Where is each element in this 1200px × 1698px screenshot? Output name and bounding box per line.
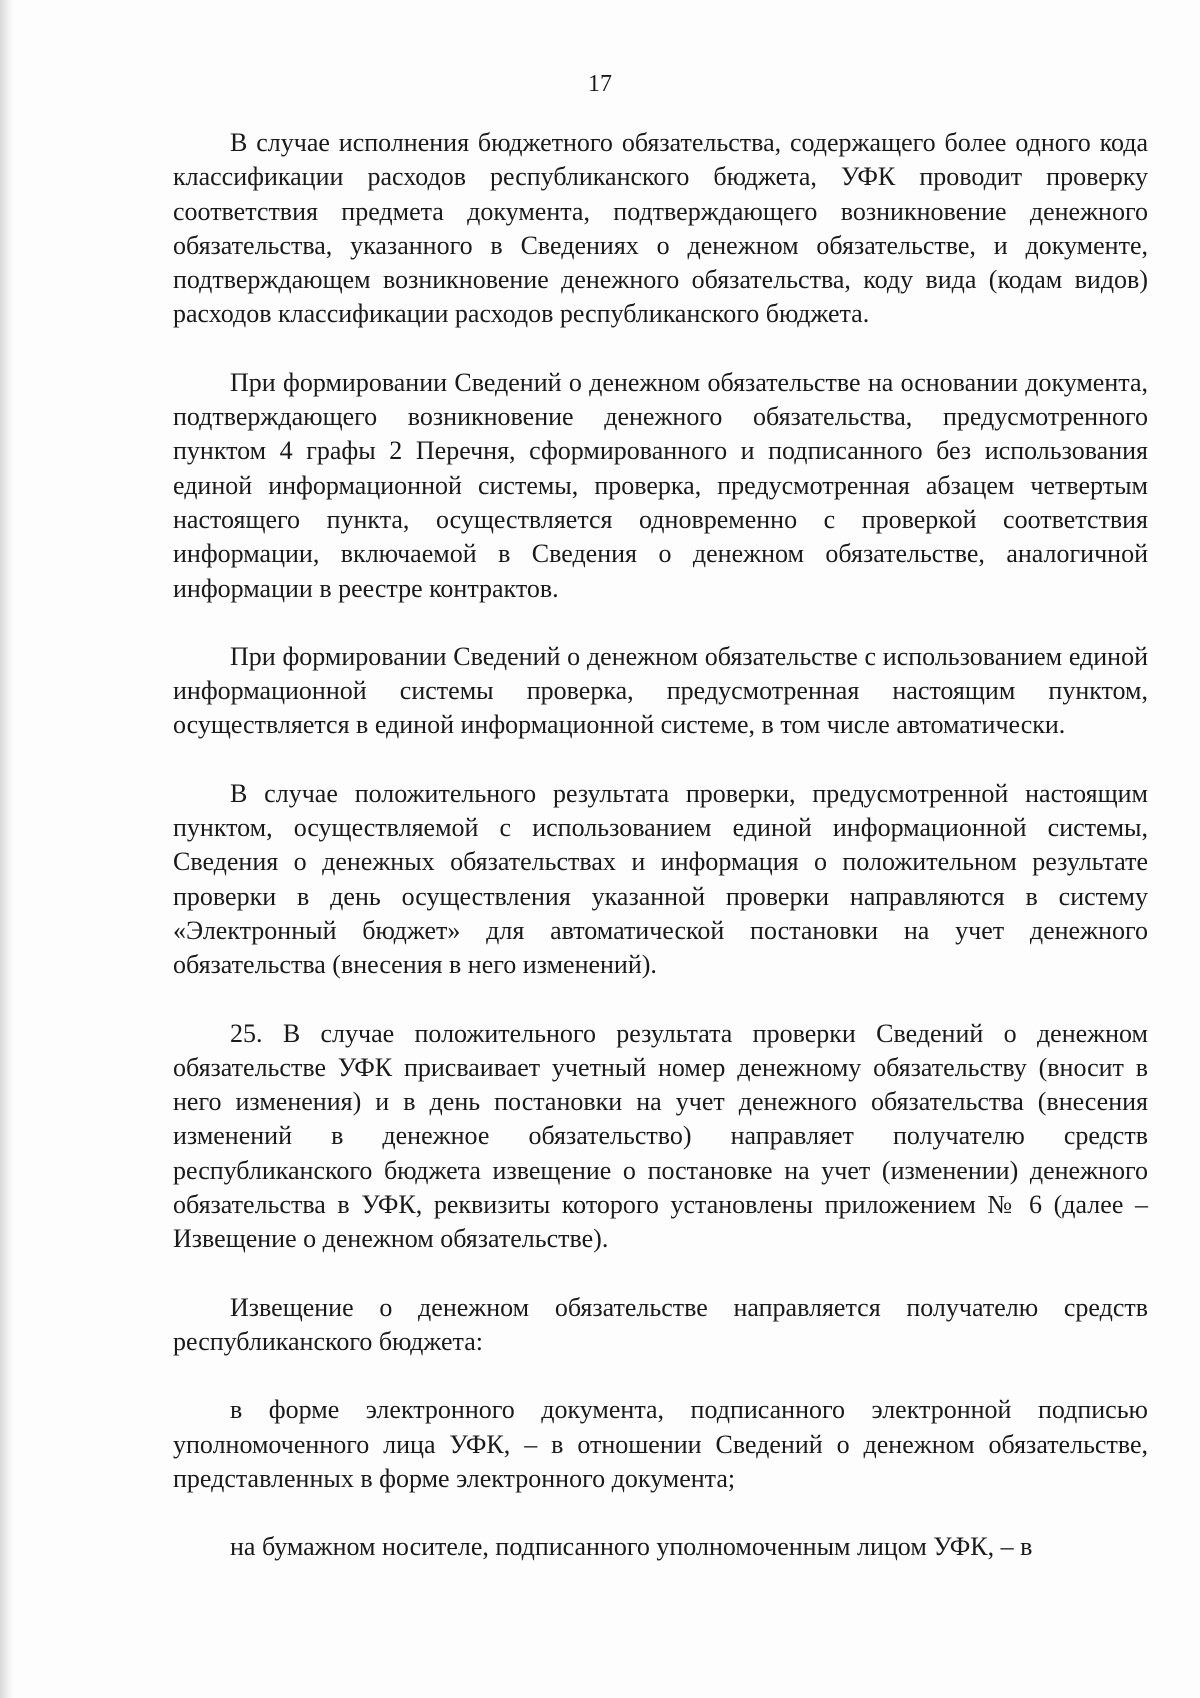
paragraph-1: В случае исполнения бюджетного обязательства, содержащего более одного кода классификации расходов республиканского бюджета, УФК проводит проверку соответствия предмета документа, подтверждающего возникновение денежного обязательства, указанного в Сведениях о денежном обязательстве, и документе, подтверждающем возникновение денежного обязательства, коду вида (кодам видов) расходов классификации расходов республиканского бюджета. bbox=[173, 128, 1148, 329]
paragraph-8: на бумажном носителе, подписанного уполномоченным лицом УФК, – в bbox=[230, 1532, 1033, 1562]
scan-edge-shadow bbox=[0, 0, 14, 1698]
page-number: 17 bbox=[588, 71, 612, 97]
paragraph-2: При формировании Сведений о денежном обязательстве на основании документа, подтверждающего возникновение денежного обязательства, предусмотренного пунктом 4 графы 2 Перечня, сформированного и подписанного без использования единой информационной системы, проверка, предусмотренная абзацем четвертым настоящего пункта, осуществляется одновременно с проверкой соответствия информации, включаемой в Сведения о денежном обязательстве, аналогичной информации в реестре контрактов. bbox=[173, 367, 1148, 603]
paragraph-6: Извещение о денежном обязательстве направляется получателю средств республиканского бюджета: bbox=[173, 1292, 1148, 1356]
paragraph-4: В случае положительного результата проверки, предусмотренной настоящим пунктом, осуществляемой с использованием единой информационной системы, Сведения о денежных обязательствах и информация о положительном результате проверки в день осуществления указанной проверки направляются в систему «Электронный бюджет» для автоматической постановки на учет денежного обязательства (внесения в него изменений). bbox=[173, 778, 1148, 980]
paragraph-3: При формировании Сведений о денежном обязательстве с использованием единой информационной системы проверка, предусмотренная настоящим пунктом, осуществляется в единой информационной системе, в том числе автоматически. bbox=[173, 641, 1148, 740]
paragraph-5-item-25: 25. В случае положительного результата проверки Сведений о денежном обязательстве УФК присваивает учетный номер денежному обязательству (вносит в него изменения) и в день постановки на учет денежного обязательства (внесения изменений в денежное обязательство) направляет получателю средств республиканского бюджета извещение о постановке на учет (изменении) денежного обязательства в УФК, реквизиты которого установлены приложением № 6 (далее – Извещение о денежном обязательстве). bbox=[173, 1018, 1148, 1254]
paragraph-7: в форме электронного документа, подписанного электронной подписью уполномоченного лица УФК, – в отношении Сведений о денежном обязательстве, представленных в форме электронного документа; bbox=[173, 1395, 1148, 1493]
document-body bbox=[173, 126, 1148, 1598]
